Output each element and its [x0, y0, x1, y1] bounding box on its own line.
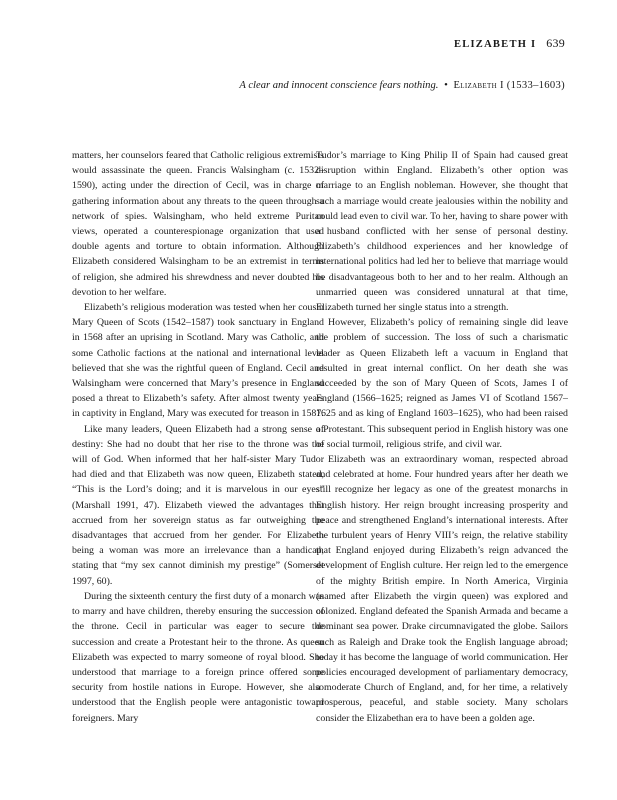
- running-head: [454, 36, 565, 51]
- page-number: 639: [546, 36, 565, 50]
- epigraph: [239, 80, 565, 91]
- paragraph: Like many leaders, Queen Elizabeth had a strong sense of destiny: She had no doubt that her rise to the throne was the will of God. When informed that her half-sister Mary Tudor had died and that Elizabeth was now queen, Elizabeth stated, “This is the Lord’s doing; and it is marvelous in our eyes” (Marshall 1991, 47). Elizabeth viewed the advantages that accrued from her sovereign status as far outweighing the disadvantages that accrued from her gender. For Elizabeth being a woman was more an irrelevance than a handicap, stating that “my sex cannot diminish my prestige” (Somerset 1997, 60).: [72, 423, 324, 587]
- paragraph: Elizabeth was an extraordinary woman, respected abroad and celebrated at home. Four hundred years after her death we still recognize her legacy as one of the greatest monarchs in English history. Her reign brought increasing prosperity and peace and strengthened England’s international interests. After the turbulent years of Henry VIII’s reign, the relative stability that England enjoyed during Elizabeth’s reign advanced the development of English culture. Her reign led to the emergence of the mighty British empire. In North America, Virginia (named after Elizabeth the virgin queen) was explored and colonized. England defeated the Spanish Armada and became a dominant sea power. Drake circumnavigated the globe. Sailors such as Raleigh and Drake took the English language abroad; today it has become the language of world communication. Her policies encouraged development of parliamentary democracy, a moderate Church of England, and, for her time, a relatively prosperous, peaceful, and stable society. Many scholars consider the Elizabethan era to have been a golden age.: [316, 454, 568, 724]
- epigraph-quote: A clear and innocent conscience fears nothing.: [239, 80, 439, 91]
- paragraph: matters, her counselors feared that Catholic religious extremists would assassinate the queen. Francis Walsingham (c. 1532–1590), acting under the direction of Cecil, was in charge of gathering information about any threats to the queen through a network of spies. Walsingham, who held extreme Puritan views, operated a counterespionage organization that used double agents and torture to obtain information. Although Elizabeth considered Walsingham to be an extremist in terms of religion, she admired his shrewdness and never doubted his devotion to her welfare.: [72, 150, 324, 298]
- running-title: ELIZABETH I: [453, 39, 537, 50]
- left-column: [72, 148, 324, 726]
- paragraph: However, Elizabeth’s policy of remaining single did leave the problem of succession. The loss of such a charismatic leader as Queen Elizabeth left a vacuum in England that resulted in great internal conflict. On her death she was succeeded by the son of Mary Queen of Scots, James I of England (1566–1625; reigned as James VI of Scotland 1567–1625 and as king of England 1603–1625), who had been raised a Protestant. This subsequent period in English history was one of social turmoil, religious strife, and civil war.: [316, 317, 568, 450]
- epigraph-separator: •: [444, 80, 448, 91]
- right-column: [316, 148, 568, 726]
- paragraph: Elizabeth’s religious moderation was tested when her cousin Mary Queen of Scots (1542–1587) took sanctuary in England in 1568 after an uprising in Scotland. Mary was Catholic, and some Catholic factions at the national and international level believed that she was the rightful queen of England. Cecil and Walsingham were concerned that Mary’s presence in England posed a threat to Elizabeth’s safety. After almost twenty years in captivity in England, Mary was executed for treason in 1587.: [72, 302, 324, 420]
- paragraph: During the sixteenth century the first duty of a monarch was to marry and have children, thereby ensuring the succession of the throne. Cecil in particular was eager to secure the succession and create a Protestant heir to the throne. As queen Elizabeth was expected to marry someone of royal blood. She understood that marriage to a foreign prince offered some security from hostile nations in Europe. However, she also understood that the English people were antagonistic toward foreigners. Mary: [72, 590, 324, 724]
- paragraph: Tudor’s marriage to King Philip II of Spain had caused great disruption within England. Elizabeth’s other option was marriage to an English nobleman. However, she thought that such a marriage would create jealousies within the nobility and could lead even to civil war. To her, having to share power with a husband conflicted with her sense of personal destiny. Elizabeth’s childhood experiences and her knowledge of international politics had led her to believe that marriage would be disadvantageous both to her and to her realm. Although an unmarried queen was considered unnatural at that time, Elizabeth turned her single status into a strength.: [316, 150, 568, 314]
- epigraph-author: Elizabeth I (1533–1603): [453, 80, 565, 91]
